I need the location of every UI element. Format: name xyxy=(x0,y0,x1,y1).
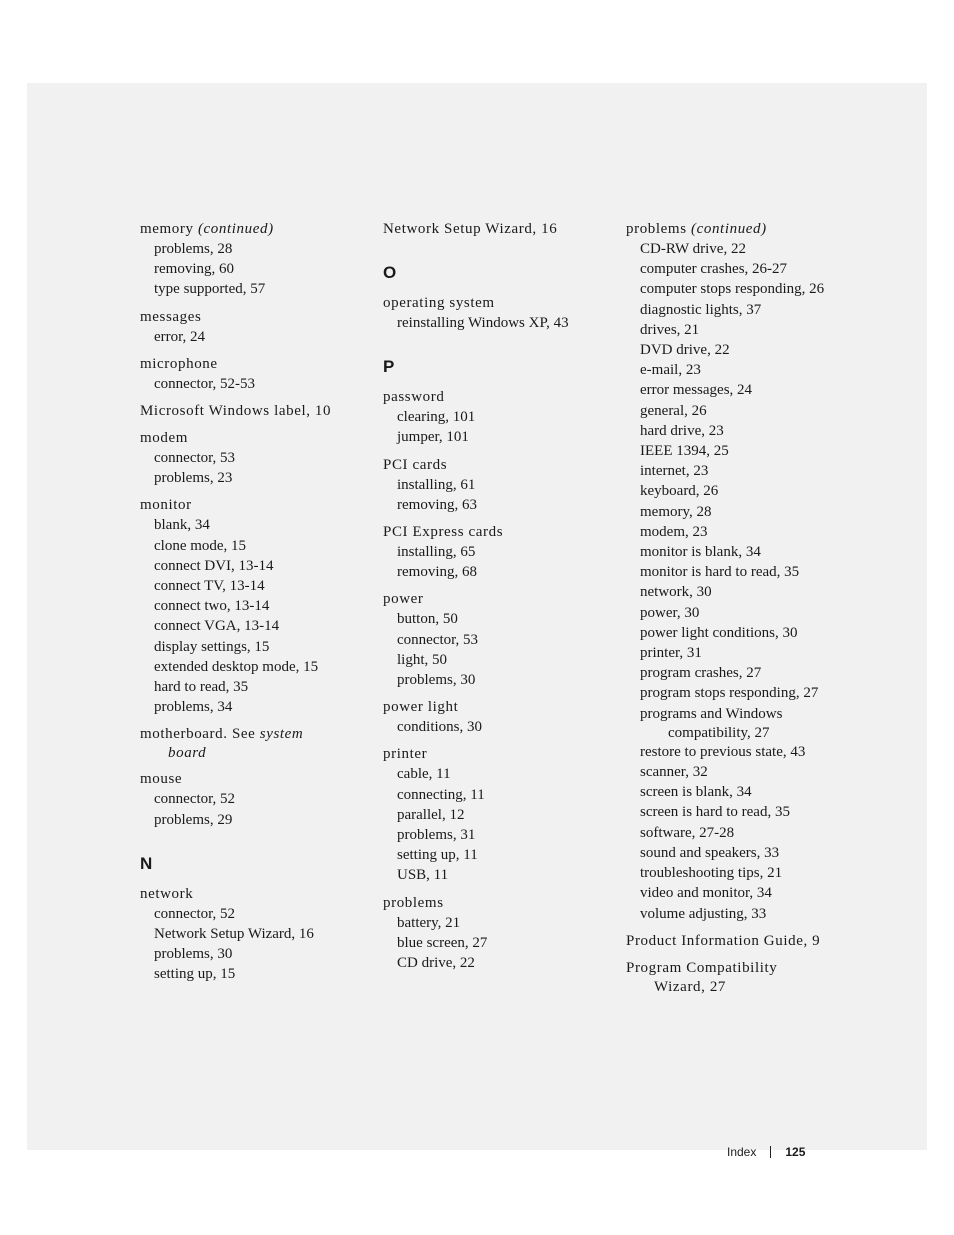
index-term xyxy=(383,522,613,542)
index-term xyxy=(140,495,370,515)
index-term xyxy=(140,428,370,448)
index-subentry: computer crashes, 26-27 xyxy=(640,261,788,278)
index-entry xyxy=(140,401,370,421)
index-term-text: Product Information Guide, 9 xyxy=(626,932,821,949)
index-term-text: problems xyxy=(626,221,687,237)
index-term-text: password xyxy=(383,389,445,406)
index-subentry: keyboard, 26 xyxy=(640,483,719,500)
index-subentry: USB, 11 xyxy=(397,867,449,884)
index-subentry: problems, 30 xyxy=(397,672,476,689)
page-footer xyxy=(727,1145,805,1159)
see-reference-continued: board xyxy=(168,745,207,762)
index-subentry: problems, 31 xyxy=(397,827,476,844)
index-page xyxy=(27,83,927,1159)
index-subentry: program stops responding, 27 xyxy=(640,685,819,702)
index-subentry: extended desktop mode, 15 xyxy=(154,658,319,675)
index-subentry: blue screen, 27 xyxy=(397,934,488,951)
index-subentry: connect DVI, 13-14 xyxy=(154,557,274,574)
see-reference: system xyxy=(259,726,304,743)
letter-heading: O xyxy=(383,263,397,282)
index-term-continued: Wizard, 27 xyxy=(654,978,727,995)
index-subentry: type supported, 57 xyxy=(154,281,266,298)
index-subentry: screen is hard to read, 35 xyxy=(640,804,790,821)
index-term xyxy=(383,219,613,239)
index-subentry: printer, 31 xyxy=(640,645,702,662)
index-entry xyxy=(140,724,370,762)
index-subentry: software, 27-28 xyxy=(640,824,735,841)
index-subentry: internet, 23 xyxy=(640,463,709,480)
index-term-text: network xyxy=(140,885,194,902)
index-subentry: sound and speakers, 33 xyxy=(640,844,780,861)
index-term-text: mouse xyxy=(140,771,183,788)
index-subentry: light, 50 xyxy=(397,651,448,668)
index-subentry xyxy=(626,704,856,742)
letter-heading: P xyxy=(383,357,395,377)
index-subentry: restore to previous state, 43 xyxy=(640,743,806,760)
index-entry xyxy=(383,219,613,239)
page-number: 125 xyxy=(785,1145,806,1159)
index-subentry: connector, 53 xyxy=(154,450,236,467)
index-term-text: Microsoft Windows label, 10 xyxy=(140,403,332,420)
index-term xyxy=(626,219,856,239)
index-subentry: conditions, 30 xyxy=(397,719,482,736)
index-subentry: blank, 34 xyxy=(154,517,210,534)
index-entry xyxy=(140,769,370,829)
index-subentry: clone mode, 15 xyxy=(154,537,247,554)
index-subentry: IEEE 1394, 25 xyxy=(640,443,729,460)
index-term-text: modem xyxy=(140,430,188,447)
index-entry xyxy=(383,697,613,737)
index-subentry: monitor is blank, 34 xyxy=(640,544,761,561)
index-subentry: memory, 28 xyxy=(640,503,712,520)
index-subentry: connector, 52 xyxy=(154,905,236,922)
index-subentry: drives, 21 xyxy=(640,321,700,338)
index-term-text: power xyxy=(383,591,424,608)
index-subentry: parallel, 12 xyxy=(397,806,465,823)
index-entry xyxy=(626,931,856,951)
index-entry xyxy=(383,893,613,974)
index-subentry: problems, 34 xyxy=(154,699,233,716)
index-subentry: problems, 29 xyxy=(154,811,233,828)
index-column-1 xyxy=(140,219,370,992)
index-subentry: battery, 21 xyxy=(397,914,461,931)
index-term-text: Network Setup Wizard, 16 xyxy=(383,221,558,237)
index-subentry: removing, 68 xyxy=(397,564,477,581)
index-subentry: setting up, 15 xyxy=(154,966,236,983)
index-subentry: problems, 23 xyxy=(154,470,233,487)
index-term xyxy=(383,697,613,717)
index-subentry: display settings, 15 xyxy=(154,638,270,655)
index-subentry: CD drive, 22 xyxy=(397,955,475,972)
index-subentry: cable, 11 xyxy=(397,766,451,783)
index-subentry: connector, 52 xyxy=(154,791,236,808)
index-entry xyxy=(626,219,856,924)
index-term xyxy=(626,958,856,996)
index-subentry: error, 24 xyxy=(154,328,206,345)
index-subentry: DVD drive, 22 xyxy=(640,342,730,359)
index-subentry: connector, 53 xyxy=(397,631,479,648)
index-term xyxy=(383,455,613,475)
index-subentry: e-mail, 23 xyxy=(640,362,701,379)
index-term-text: motherboard. See xyxy=(140,726,256,743)
index-term xyxy=(383,744,613,764)
index-subentry: reinstalling Windows XP, 43 xyxy=(397,315,569,331)
letter-heading: N xyxy=(140,853,153,873)
index-subentry: error messages, 24 xyxy=(640,382,753,399)
index-subentry: setting up, 11 xyxy=(397,847,478,864)
index-term-text: problems xyxy=(383,894,444,911)
index-term xyxy=(140,724,370,762)
index-term xyxy=(140,219,370,239)
index-entry xyxy=(140,307,370,347)
index-term xyxy=(140,307,370,327)
index-term-text: operating system xyxy=(383,295,495,311)
index-column-2 xyxy=(383,219,613,980)
index-subentry: jumper, 101 xyxy=(397,429,469,446)
index-subentry: removing, 60 xyxy=(154,261,234,278)
index-term-text: printer xyxy=(383,746,428,763)
footer-section-label: Index xyxy=(727,1145,757,1159)
index-subentry-continued: compatibility, 27 xyxy=(668,724,770,741)
index-term xyxy=(140,401,370,421)
index-term xyxy=(140,769,370,789)
index-subentry: Network Setup Wizard, 16 xyxy=(154,926,314,943)
footer-divider xyxy=(770,1146,771,1158)
index-subentry: removing, 63 xyxy=(397,496,477,513)
index-term xyxy=(383,293,613,313)
index-term xyxy=(383,893,613,913)
index-subentry: installing, 65 xyxy=(397,544,476,561)
continued-label: (continued) xyxy=(691,221,767,237)
index-subentry: connect TV, 13-14 xyxy=(154,578,265,595)
index-entry xyxy=(383,522,613,582)
index-term-text: PCI Express cards xyxy=(383,524,504,541)
index-term xyxy=(383,589,613,609)
index-subentry: connect two, 13-14 xyxy=(154,598,270,615)
index-entry xyxy=(140,495,370,717)
index-term-text: microphone xyxy=(140,355,218,372)
index-term xyxy=(626,931,856,951)
index-entry xyxy=(140,884,370,985)
index-subentry-text: programs and Windows xyxy=(640,705,783,722)
index-term xyxy=(383,387,613,407)
index-term-text: Program Compatibility xyxy=(626,959,778,976)
index-entry xyxy=(140,219,370,300)
index-entry xyxy=(140,428,370,488)
index-subentry: general, 26 xyxy=(640,402,707,419)
index-subentry: power light conditions, 30 xyxy=(640,624,798,641)
index-subentry: monitor is hard to read, 35 xyxy=(640,564,800,581)
index-entry xyxy=(383,293,613,333)
index-subentry: power, 30 xyxy=(640,604,700,621)
index-subentry: hard drive, 23 xyxy=(640,422,724,439)
continued-label: (continued) xyxy=(197,221,274,237)
index-subentry: problems, 30 xyxy=(154,946,233,963)
index-subentry: scanner, 32 xyxy=(640,764,708,781)
index-subentry: diagnostic lights, 37 xyxy=(640,301,762,318)
index-subentry: connecting, 11 xyxy=(397,786,485,803)
index-term xyxy=(140,354,370,374)
index-subentry: video and monitor, 34 xyxy=(640,885,772,902)
index-subentry: screen is blank, 34 xyxy=(640,784,752,801)
index-term xyxy=(140,884,370,904)
index-subentry: installing, 61 xyxy=(397,476,476,493)
index-column-3 xyxy=(626,219,856,1003)
index-subentry: hard to read, 35 xyxy=(154,679,249,696)
index-subentry: network, 30 xyxy=(640,584,712,601)
index-subentry: CD-RW drive, 22 xyxy=(640,241,746,257)
index-subentry: button, 50 xyxy=(397,611,458,628)
index-entry xyxy=(383,744,613,885)
index-term-text: PCI cards xyxy=(383,456,448,473)
index-subentry: connect VGA, 13-14 xyxy=(154,618,280,635)
index-subentry: computer stops responding, 26 xyxy=(640,281,825,298)
index-subentry: volume adjusting, 33 xyxy=(640,905,767,922)
index-term-text: monitor xyxy=(140,497,192,514)
index-entry xyxy=(626,958,856,996)
index-term-text: memory xyxy=(140,221,194,237)
index-entry xyxy=(140,354,370,394)
index-subentry: program crashes, 27 xyxy=(640,665,762,682)
index-term-text: messages xyxy=(140,308,202,325)
index-subentry: problems, 28 xyxy=(154,241,233,257)
index-entry xyxy=(383,387,613,447)
index-subentry: clearing, 101 xyxy=(397,409,476,426)
index-subentry: modem, 23 xyxy=(640,523,708,540)
index-term-text: power light xyxy=(383,699,459,716)
index-entry xyxy=(383,455,613,515)
index-entry xyxy=(383,589,613,690)
index-subentry: troubleshooting tips, 21 xyxy=(640,865,783,882)
index-subentry: connector, 52-53 xyxy=(154,375,256,392)
